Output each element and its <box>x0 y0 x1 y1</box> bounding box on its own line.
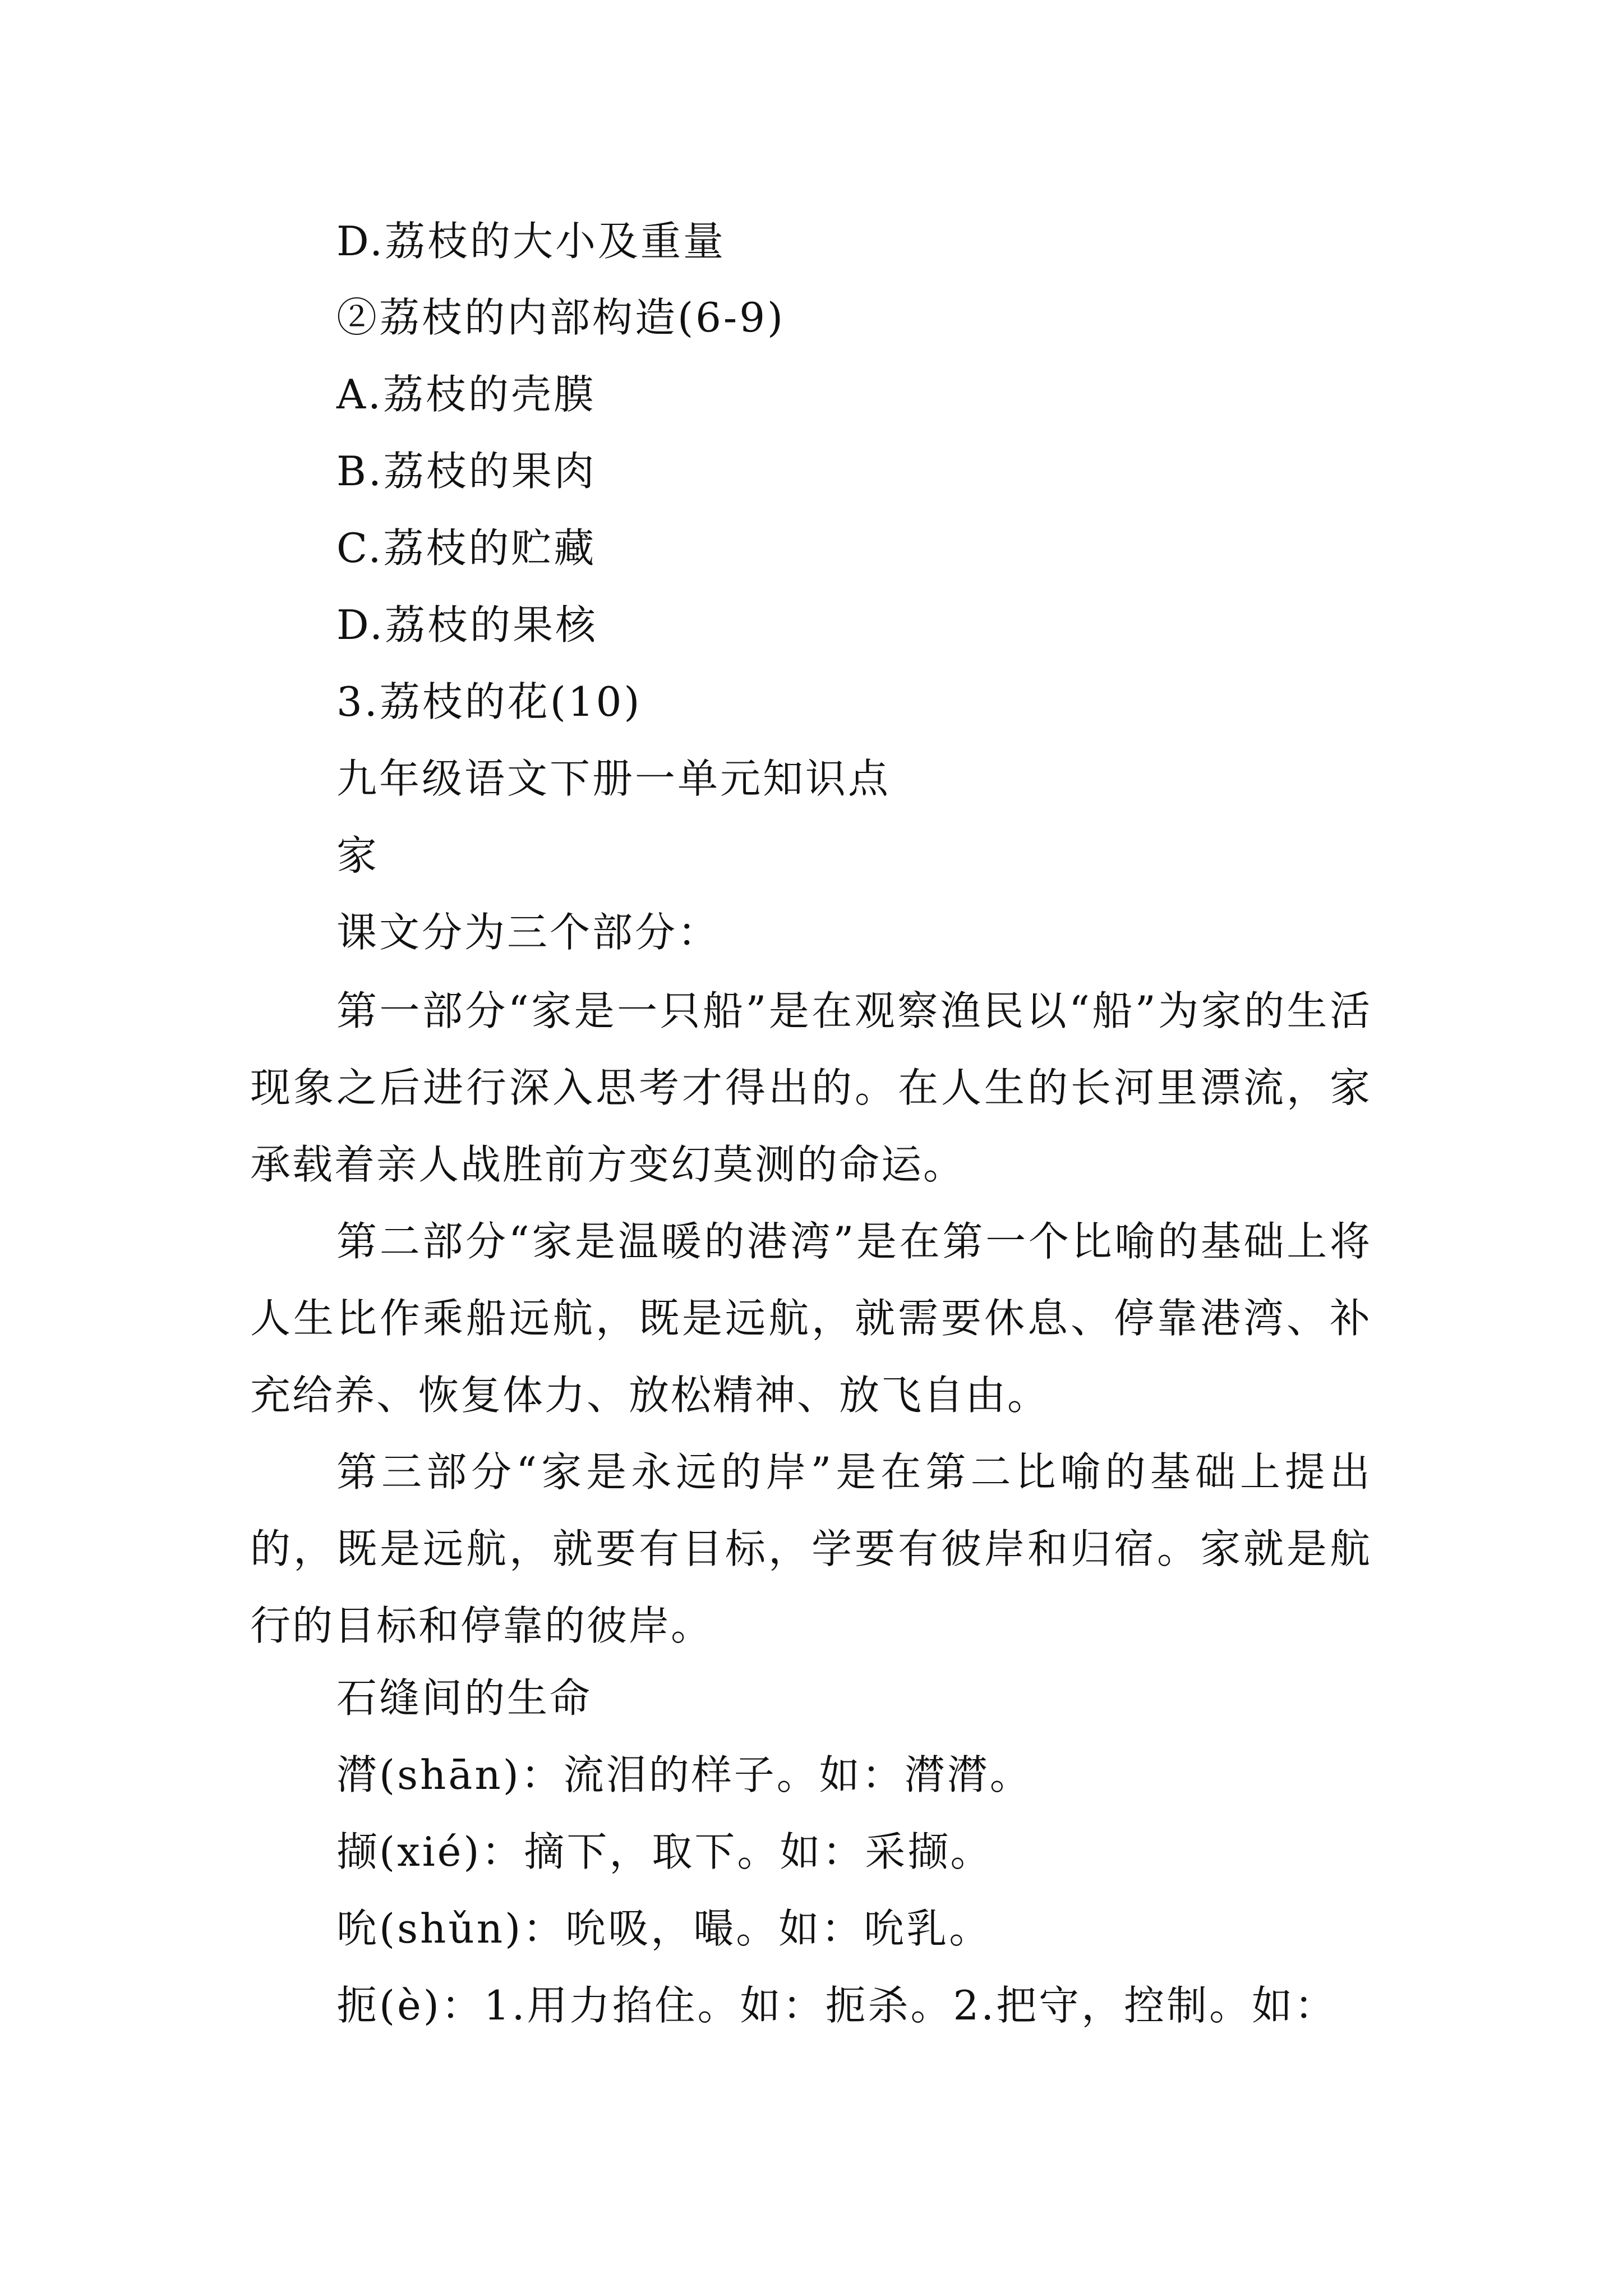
vocab-entry: 撷(xié)：摘下，取下。如：采撷。 <box>336 1828 993 1875</box>
text-line: 3.荔枝的花(10) <box>336 678 642 725</box>
text-line: ②荔枝的内部构造(6-9) <box>336 294 786 341</box>
vocab-entry: 吮(shǔn)：吮吸，嘬。如：吮乳。 <box>336 1905 992 1952</box>
text-line: B.荔枝的果肉 <box>336 448 597 495</box>
text-line: 课文分为三个部分： <box>336 909 721 956</box>
paragraph: 第三部分“家是永远的岸”是在第二比喻的基础上提出的，既是远航，就要有目标，学要有彼岸和归宿。家就是航行的目标和停靠的彼岸。 <box>250 1448 1372 1649</box>
paragraph: 第二部分“家是温暖的港湾”是在第一个比喻的基础上将人生比作乘船远航，既是远航，就需要休息、停靠港湾、补充给养、恢复体力、放松精神、放飞自由。 <box>250 1218 1372 1419</box>
lesson-title: 石缝间的生命 <box>336 1674 593 1722</box>
vocab-entry: 扼(è)：1.用力掐住。如：扼杀。2.把守，控制。如： <box>336 1982 1338 2029</box>
text-line: A.荔枝的壳膜 <box>336 371 596 418</box>
text-line: D.荔枝的果核 <box>336 601 598 648</box>
section-heading: 九年级语文下册一单元知识点 <box>336 755 891 802</box>
text-line: C.荔枝的贮藏 <box>336 524 597 572</box>
lesson-title: 家 <box>336 832 380 879</box>
paragraph: 第一部分“家是一只船”是在观察渔民以“船”为家的生活现象之后进行深入思考才得出的。在人生的长河里漂流，家承载着亲人战胜前方变幻莫测的命运。 <box>250 987 1372 1188</box>
text-line: D.荔枝的大小及重量 <box>336 218 726 265</box>
vocab-entry: 潸(shān)：流泪的样子。如：潸潸。 <box>336 1751 1032 1798</box>
